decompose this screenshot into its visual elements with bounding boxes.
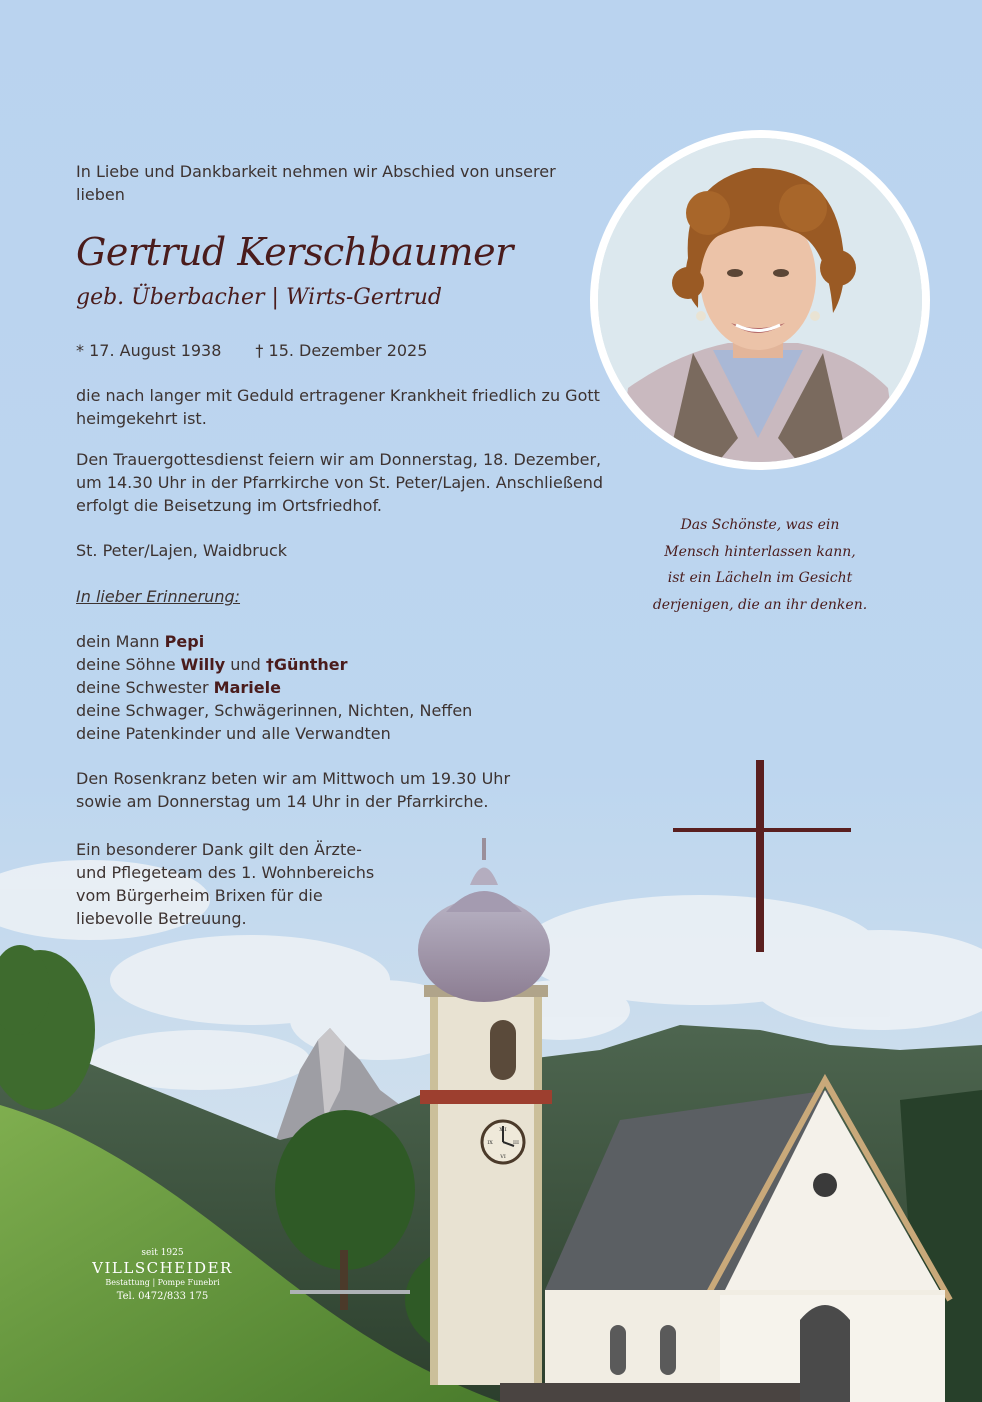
clock-numeral-iii: III xyxy=(513,1140,519,1146)
cross-icon-bar xyxy=(673,828,851,832)
logo-subline: Bestattung | Pompe Funebri xyxy=(105,1278,220,1287)
birth-date: * 17. August 1938 xyxy=(76,341,222,360)
undertaker-logo xyxy=(90,1248,235,1302)
logo-phone: Tel. 0472/833 175 xyxy=(116,1291,209,1302)
family-list xyxy=(76,630,616,745)
passing-text: die nach langer mit Geduld ertragener Krankheit friedlich zu Gott heimgekehrt ist. xyxy=(76,386,600,428)
family-line-sons: deine Söhne Willy und †Günther xyxy=(76,655,348,674)
clock-numeral-vi: VI xyxy=(500,1154,506,1160)
thanks-text: Ein besonderer Dank gilt den Ärzte- und Pflegeteam des 1. Wohnbereichs vom Bürgerheim Brixen für die liebevolle Betreuung. xyxy=(76,840,375,928)
logo-since: seit 1925 xyxy=(141,1248,184,1258)
logo-brand: VILLSCHEIDER xyxy=(92,1259,233,1277)
deceased-subtitle: geb. Überbacher | Wirts-Gertrud xyxy=(76,285,443,310)
place-text: St. Peter/Lajen, Waidbruck xyxy=(76,541,288,560)
portrait-photo xyxy=(598,138,922,462)
quote-line-3: ist ein Lächeln im Gesicht xyxy=(667,570,853,586)
cross-icon xyxy=(756,760,764,952)
family-line-sister: deine Schwester Mariele xyxy=(76,678,281,697)
funeral-service-text: Den Trauergottesdienst feiern wir am Donnerstag, 18. Dezember, um 14.30 Uhr in der Pfarrkirche von St. Peter/Lajen. Anschließend erfolgt die Beisetzung im Ortsfriedhof. xyxy=(76,450,604,515)
family-line-inlaws: deine Schwager, Schwägerinnen, Nichten, Neffen xyxy=(76,701,473,720)
memorial-quote xyxy=(640,512,880,618)
clock-numeral-xii: XII xyxy=(499,1127,507,1133)
quote-line-2: Mensch hinterlassen kann, xyxy=(664,543,856,560)
family-line-relatives: deine Patenkinder und alle Verwandten xyxy=(76,724,391,743)
clock-numeral-ix: IX xyxy=(487,1140,493,1146)
rosary-text: Den Rosenkranz beten wir am Mittwoch um 19.30 Uhr sowie am Donnerstag um 14 Uhr in der Pfarrkirche. xyxy=(76,769,511,811)
life-dates xyxy=(76,339,427,362)
family-line-husband: dein Mann Pepi xyxy=(76,632,205,651)
deceased-name: Gertrud Kerschbaumer xyxy=(76,230,513,274)
memory-heading: In lieber Erinnerung: xyxy=(76,587,241,606)
quote-line-4: derjenigen, die an ihr denken. xyxy=(652,596,868,613)
death-date: † 15. Dezember 2025 xyxy=(255,341,428,360)
intro-text: In Liebe und Dankbarkeit nehmen wir Abschied von unserer lieben xyxy=(76,162,556,204)
quote-line-1: Das Schönste, was ein xyxy=(680,517,840,533)
